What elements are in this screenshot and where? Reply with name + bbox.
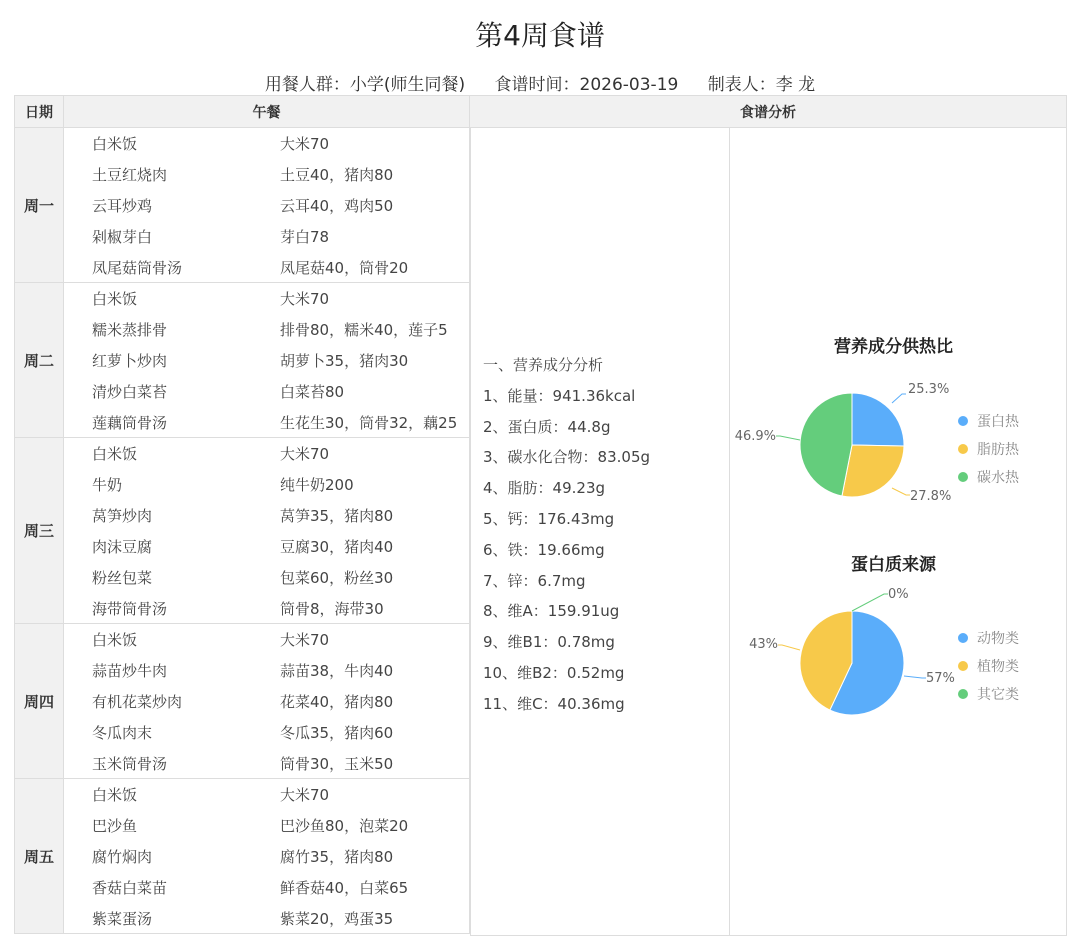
dish-ingredients: 花菜40，猪肉80	[280, 693, 394, 711]
dish-ingredients: 纯牛奶200	[280, 476, 354, 494]
meal-row	[64, 872, 470, 903]
dish-name: 凤尾菇筒骨汤	[92, 259, 183, 277]
meal-row	[64, 655, 470, 686]
dish-name: 香菇白菜苗	[92, 879, 168, 897]
legend-marker	[958, 661, 968, 671]
meal-row	[64, 345, 470, 376]
menu-date: 食谱时间：2026-03-19	[494, 75, 679, 95]
dish-ingredients: 大米70	[280, 290, 330, 308]
dish-ingredients: 凤尾菇40，筒骨20	[280, 259, 409, 277]
nutrition-item: 8、维A：159.91ug	[483, 602, 620, 621]
meal-row	[64, 531, 470, 562]
day-label: 周五	[14, 779, 64, 934]
meal-row	[64, 407, 470, 438]
dish-name: 土豆红烧肉	[92, 166, 168, 184]
nutrition-analysis	[470, 128, 730, 936]
dish-name: 冬瓜肉末	[92, 724, 153, 742]
legend-label: 其它类	[977, 687, 1019, 703]
meal-row	[64, 252, 470, 283]
label-leader-line	[892, 488, 910, 495]
meal-row	[64, 128, 470, 159]
meal-row	[64, 283, 470, 314]
page-title: 第4周食谱	[475, 19, 605, 52]
dish-ingredients: 排骨80，糯米40，莲子5	[280, 321, 448, 339]
meal-row	[64, 624, 470, 655]
dish-ingredients: 筒骨8，海带30	[280, 600, 384, 618]
day-meals	[64, 779, 470, 934]
dish-name: 清炒白菜苔	[92, 383, 168, 401]
dish-name: 海带筒骨汤	[92, 600, 168, 618]
pie-value-label: 46.9%	[734, 429, 776, 444]
legend-label: 脂肪热	[977, 442, 1019, 458]
dish-name: 玉米筒骨汤	[92, 755, 168, 773]
dish-name: 剁椒芽白	[92, 228, 153, 246]
dish-name: 紫菜蛋汤	[92, 910, 153, 928]
dish-ingredients: 巴沙鱼80，泡菜20	[280, 817, 409, 835]
dish-name: 莲藕筒骨汤	[92, 414, 168, 432]
day-meals	[64, 128, 470, 283]
legend-marker	[958, 633, 968, 643]
analysis-charts	[730, 128, 1067, 936]
legend-label: 碳水热	[977, 470, 1019, 486]
meal-row	[64, 593, 470, 624]
dish-ingredients: 大米70	[280, 786, 330, 804]
dish-name: 白米饭	[92, 445, 138, 463]
header-analysis: 食谱分析	[470, 95, 1067, 128]
nutrition-item: 3、碳水化合物：83.05g	[483, 448, 651, 467]
pie-value-label: 43%	[749, 637, 778, 652]
pie-value-label: 0%	[888, 587, 909, 602]
pie-value-label: 25.3%	[908, 382, 950, 397]
label-leader-line	[778, 645, 800, 650]
dish-ingredients: 云耳40，鸡肉50	[280, 197, 394, 215]
pie-charts	[730, 128, 1065, 936]
dish-ingredients: 筒骨30，玉米50	[280, 755, 394, 773]
dish-ingredients: 莴笋35，猪肉80	[280, 507, 394, 525]
meal-row	[64, 221, 470, 252]
dish-name: 蒜苗炒牛肉	[92, 662, 168, 680]
dish-name: 肉沫豆腐	[92, 538, 153, 556]
dish-ingredients: 白菜苔80	[280, 383, 345, 401]
day-label: 周一	[14, 128, 64, 283]
dish-name: 白米饭	[92, 786, 138, 804]
meal-row	[64, 500, 470, 531]
dish-ingredients: 腐竹35，猪肉80	[280, 848, 394, 866]
legend-label: 动物类	[977, 631, 1019, 647]
nutrition-item: 5、钙：176.43mg	[483, 510, 615, 528]
day-meals	[64, 624, 470, 779]
meal-row	[64, 159, 470, 190]
dish-name: 腐竹焖肉	[92, 848, 153, 866]
meal-row	[64, 903, 470, 934]
dish-ingredients: 大米70	[280, 445, 330, 463]
menu-author: 制表人：李 龙	[707, 75, 816, 95]
dish-name: 白米饭	[92, 135, 138, 153]
pie-value-label: 27.8%	[910, 489, 952, 504]
dish-name: 牛奶	[92, 476, 123, 494]
dish-name: 红萝卜炒肉	[92, 352, 168, 370]
meal-row	[64, 686, 470, 717]
nutrition-item: 10、维B2：0.52mg	[483, 664, 625, 682]
dish-name: 有机花菜炒肉	[92, 693, 183, 711]
meal-row	[64, 376, 470, 407]
dish-ingredients: 包菜60，粉丝30	[280, 569, 394, 587]
day-meals	[64, 438, 470, 624]
chart-title-energy: 营养成分供热比	[834, 337, 953, 357]
dish-name: 白米饭	[92, 290, 138, 308]
nutrition-item: 7、锌：6.7mg	[483, 571, 586, 590]
meal-row	[64, 717, 470, 748]
legend-label: 蛋白热	[977, 414, 1019, 430]
legend-marker	[958, 416, 968, 426]
dish-ingredients: 鲜香菇40，白菜65	[280, 879, 409, 897]
dish-name: 糯米蒸排骨	[92, 321, 168, 339]
nutrition-item: 11、维C：40.36mg	[483, 694, 625, 713]
menu-meta	[0, 70, 1080, 95]
legend-marker	[958, 444, 968, 454]
nutrition-item: 6、铁：19.66mg	[483, 540, 605, 559]
meal-row	[64, 314, 470, 345]
nutrition-item: 9、维B1：0.78mg	[483, 633, 615, 652]
dish-ingredients: 芽白78	[280, 228, 330, 246]
dish-ingredients: 大米70	[280, 135, 330, 153]
nutrition-item: 2、蛋白质：44.8g	[483, 417, 611, 436]
meal-row	[64, 779, 470, 810]
dish-ingredients: 土豆40，猪肉80	[280, 166, 394, 184]
meal-row	[64, 190, 470, 221]
dish-ingredients: 生花生30，筒骨32，藕25	[280, 414, 458, 432]
label-leader-line	[904, 676, 926, 678]
pie-slice	[852, 393, 904, 446]
nutrition-item: 4、脂肪：49.23g	[483, 479, 606, 498]
dish-ingredients: 冬瓜35，猪肉60	[280, 724, 394, 742]
label-leader-line	[892, 394, 906, 403]
header-lunch: 午餐	[64, 95, 470, 128]
pie-value-label: 57%	[926, 671, 955, 686]
day-label: 周二	[14, 283, 64, 438]
day-meals	[64, 283, 470, 438]
day-label: 周三	[14, 438, 64, 624]
label-leader-line	[852, 594, 888, 611]
legend-label: 植物类	[977, 659, 1019, 675]
dish-name: 白米饭	[92, 631, 138, 649]
dish-name: 粉丝包菜	[92, 569, 153, 587]
label-leader-line	[776, 436, 800, 440]
meal-row	[64, 469, 470, 500]
diner-group: 用餐人群：小学(师生同餐)	[264, 75, 466, 95]
legend-marker	[958, 689, 968, 699]
dish-name: 莴笋炒肉	[92, 507, 153, 525]
meal-row	[64, 562, 470, 593]
dish-ingredients: 蒜苗38，牛肉40	[280, 662, 394, 680]
chart-title-protein: 蛋白质来源	[851, 555, 936, 575]
dish-name: 巴沙鱼	[92, 817, 138, 835]
meal-row	[64, 841, 470, 872]
nutrition-item: 1、能量：941.36kcal	[483, 386, 636, 405]
dish-ingredients: 大米70	[280, 631, 330, 649]
meal-row	[64, 438, 470, 469]
meal-row	[64, 810, 470, 841]
meal-row	[64, 748, 470, 779]
dish-ingredients: 胡萝卜35，猪肉30	[280, 352, 409, 370]
dish-ingredients: 紫菜20，鸡蛋35	[280, 910, 394, 928]
header-day: 日期	[14, 95, 64, 128]
pie-slice	[800, 393, 852, 496]
nutrition-heading: 一、营养成分分析	[483, 356, 604, 374]
day-label: 周四	[14, 624, 64, 779]
legend-marker	[958, 472, 968, 482]
dish-name: 云耳炒鸡	[92, 197, 153, 215]
dish-ingredients: 豆腐30，猪肉40	[280, 538, 394, 556]
